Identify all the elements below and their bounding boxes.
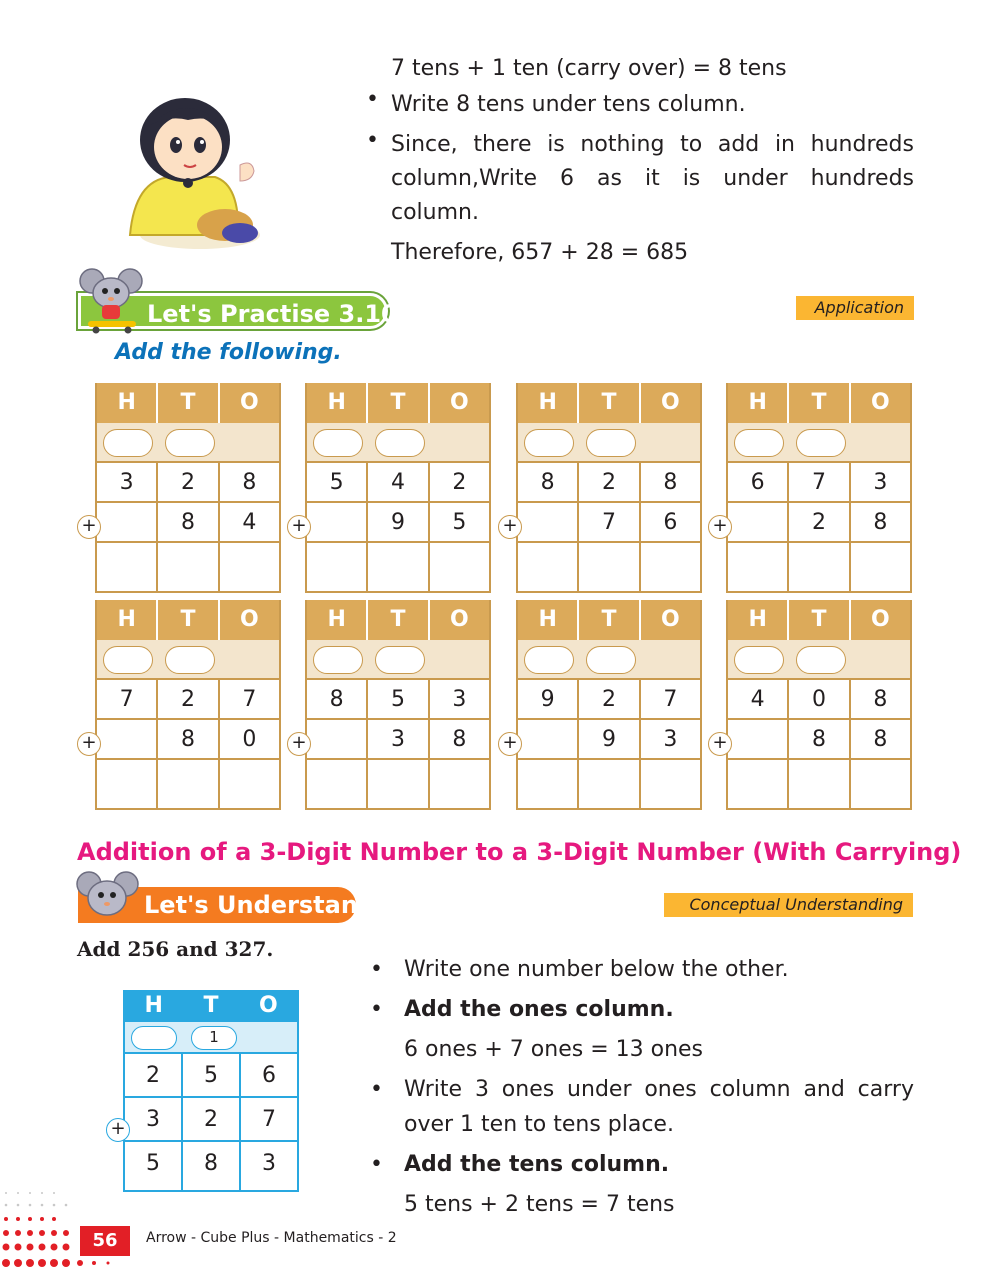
footer-title: Arrow - Cube Plus - Mathematics - 2: [146, 1230, 397, 1246]
bullet-dot: •: [370, 957, 383, 982]
answer-cell[interactable]: [518, 543, 579, 591]
carry-oval-tens[interactable]: [165, 646, 215, 674]
cell: 0: [242, 727, 257, 752]
cell: 5: [307, 463, 368, 501]
cell: 4: [728, 680, 789, 718]
cell: [728, 503, 789, 541]
step-add-ones: Add the ones column.: [404, 997, 674, 1022]
hto-grid: [95, 600, 281, 810]
cell: 8: [873, 727, 888, 752]
section-heading: Addition of a 3-Digit Number to a 3-Digit Number (With Carrying): [77, 838, 962, 866]
cell: 3: [663, 727, 678, 752]
carry-oval-hundreds[interactable]: [524, 646, 574, 674]
bullet-hundreds-line2: column,Write 6 as it is under hundreds: [391, 166, 914, 191]
page-number: 56: [80, 1226, 130, 1256]
cell: 8: [663, 470, 678, 495]
add-question: Add 256 and 327.: [77, 937, 274, 961]
plus-sign-icon: +: [287, 732, 311, 756]
header-o: O: [870, 607, 890, 632]
cell: 9: [368, 503, 429, 541]
bullet-dot: •: [366, 87, 379, 112]
cell: 4: [242, 510, 257, 535]
cell: 8: [242, 470, 257, 495]
carry-oval-tens[interactable]: [375, 429, 425, 457]
hto-grid: [516, 383, 702, 593]
header-o: O: [258, 993, 278, 1018]
carry-oval-tens[interactable]: [796, 429, 846, 457]
cell: [518, 503, 579, 541]
carry-oval-tens[interactable]: [586, 646, 636, 674]
cell: 7: [789, 463, 850, 501]
carry-oval-tens[interactable]: [586, 429, 636, 457]
answer-cell[interactable]: [728, 760, 789, 808]
plus-sign-icon: +: [498, 732, 522, 756]
cell: 7: [242, 687, 257, 712]
cell: 3: [125, 1098, 183, 1140]
cell: 5: [183, 1054, 241, 1096]
answer-cell[interactable]: [220, 760, 279, 808]
answer-cell[interactable]: [579, 543, 640, 591]
answer-cell[interactable]: [158, 760, 219, 808]
carry-oval-hundreds[interactable]: [734, 429, 784, 457]
cell: [307, 503, 368, 541]
header-o: O: [239, 607, 259, 632]
step-write-below: Write one number below the other.: [404, 957, 789, 982]
cell: 7: [97, 680, 158, 718]
cell: 5: [452, 510, 467, 535]
plus-sign-icon: +: [106, 1118, 130, 1142]
carry-oval-hundreds[interactable]: [734, 646, 784, 674]
header-o: O: [449, 390, 469, 415]
header-o: O: [660, 390, 680, 415]
carry-oval-hundreds[interactable]: [524, 429, 574, 457]
cell: [518, 720, 579, 758]
cell: 8: [789, 720, 850, 758]
answer-cell[interactable]: [430, 543, 489, 591]
cell: 8: [158, 720, 219, 758]
cell: 8: [158, 503, 219, 541]
cell: 2: [158, 463, 219, 501]
plus-sign-icon: +: [287, 515, 311, 539]
cell: 8: [873, 510, 888, 535]
therefore-result: Therefore, 657 + 28 = 685: [391, 240, 689, 265]
answer-cell[interactable]: [430, 760, 489, 808]
header-h: H: [144, 993, 163, 1018]
carry-oval-tens[interactable]: [796, 646, 846, 674]
cell: 8: [518, 463, 579, 501]
header-h: H: [97, 600, 158, 640]
carry-oval-hundreds[interactable]: [313, 429, 363, 457]
plus-sign-icon: +: [708, 515, 732, 539]
hto-grid: [726, 600, 912, 810]
answer-cell[interactable]: [518, 760, 579, 808]
cell: 5: [368, 680, 429, 718]
girl-illustration: [100, 85, 270, 255]
plus-sign-icon: +: [498, 515, 522, 539]
carry-oval-hundreds[interactable]: [103, 429, 153, 457]
cell: 8: [307, 680, 368, 718]
header-t: T: [368, 600, 429, 640]
answer-cell[interactable]: [851, 760, 910, 808]
mouse-mascot-icon: [76, 866, 140, 926]
cell: 7: [262, 1107, 276, 1132]
cell: 2: [125, 1054, 183, 1096]
cell: 3: [368, 720, 429, 758]
answer-cell[interactable]: [789, 543, 850, 591]
carry-oval-tens[interactable]: [375, 646, 425, 674]
header-t: T: [579, 383, 640, 423]
header-t: T: [368, 383, 429, 423]
cell: 9: [518, 680, 579, 718]
hto-grid: [305, 383, 491, 593]
cell: 3: [262, 1151, 276, 1176]
header-h: H: [307, 383, 368, 423]
ones-sum: 6 ones + 7 ones = 13 ones: [404, 1037, 704, 1062]
header-h: H: [728, 383, 789, 423]
bullet-dot: •: [370, 1077, 383, 1102]
header-t: T: [158, 383, 219, 423]
header-o: O: [449, 607, 469, 632]
header-h: H: [97, 383, 158, 423]
carry-oval-tens: 1: [191, 1026, 237, 1050]
answer-cell[interactable]: [307, 760, 368, 808]
header-t: T: [789, 600, 850, 640]
header-t: T: [579, 600, 640, 640]
answer-cell[interactable]: [789, 760, 850, 808]
cell: [307, 720, 368, 758]
cell: 4: [368, 463, 429, 501]
plus-sign-icon: +: [708, 732, 732, 756]
answer-cell[interactable]: [97, 543, 158, 591]
cell: 8: [452, 727, 467, 752]
answer-cell[interactable]: [97, 760, 158, 808]
bullet-dot: •: [370, 997, 383, 1022]
answer-cell[interactable]: [641, 543, 700, 591]
cell: 2: [452, 470, 467, 495]
cell: 3: [873, 470, 888, 495]
bullet-dot: •: [366, 128, 379, 153]
carry-oval-tens[interactable]: [165, 429, 215, 457]
answer-cell[interactable]: [728, 543, 789, 591]
add-instruction: Add the following.: [115, 340, 342, 365]
plus-sign-icon: +: [77, 732, 101, 756]
mouse-skateboard-icon: [78, 265, 148, 335]
carry-oval-hundreds: [131, 1026, 177, 1050]
bullet-write-tens: Write 8 tens under tens column.: [391, 92, 746, 117]
plus-sign-icon: +: [77, 515, 101, 539]
cell: [97, 503, 158, 541]
header-t: T: [158, 600, 219, 640]
step-carry-line1: Write 3 ones under ones column and carry: [404, 1077, 914, 1102]
lets-understand-banner: Let's Understand: [78, 887, 356, 923]
cell: 2: [158, 680, 219, 718]
cell: 7: [579, 503, 640, 541]
cell: 8: [873, 687, 888, 712]
header-h: H: [307, 600, 368, 640]
answer-cell[interactable]: [307, 543, 368, 591]
hto-grid: [305, 600, 491, 810]
header-t: T: [789, 383, 850, 423]
cell: 6: [728, 463, 789, 501]
cell: 2: [183, 1098, 241, 1140]
answer-cell[interactable]: [368, 760, 429, 808]
answer-cell[interactable]: [641, 760, 700, 808]
cell: 6: [262, 1063, 276, 1088]
answer-cell[interactable]: [220, 543, 279, 591]
answer-cell[interactable]: [851, 543, 910, 591]
hto-grid: [516, 600, 702, 810]
bullet-hundreds-line1: Since, there is nothing to add in hundreds: [391, 132, 914, 157]
header-o: O: [239, 390, 259, 415]
cell: 5: [125, 1142, 183, 1190]
hto-grid: [726, 383, 912, 593]
carry-over-line: 7 tens + 1 ten (carry over) = 8 tens: [391, 56, 787, 81]
header-h: H: [728, 600, 789, 640]
application-tag: Application: [796, 296, 914, 320]
cell: 2: [579, 463, 640, 501]
carry-oval-hundreds[interactable]: [103, 646, 153, 674]
carry-oval-hundreds[interactable]: [313, 646, 363, 674]
cell: [728, 720, 789, 758]
tens-sum: 5 tens + 2 tens = 7 tens: [404, 1192, 675, 1217]
bullet-hundreds-line3: column.: [391, 200, 479, 225]
answer-cell[interactable]: [579, 760, 640, 808]
conceptual-understanding-tag: Conceptual Understanding: [664, 893, 913, 917]
cell: 3: [97, 463, 158, 501]
cell: 6: [663, 510, 678, 535]
cell: 3: [452, 687, 467, 712]
step-carry-line2: over 1 ten to tens place.: [404, 1112, 674, 1137]
answer-cell[interactable]: [368, 543, 429, 591]
header-o: O: [660, 607, 680, 632]
cell: 8: [183, 1142, 241, 1190]
header-h: H: [518, 383, 579, 423]
lets-practise-banner: Let's Practise 3.10: [78, 293, 388, 329]
cell: [97, 720, 158, 758]
hto-grid: [95, 383, 281, 593]
bullet-dot: •: [370, 1152, 383, 1177]
header-h: H: [518, 600, 579, 640]
cell: 7: [663, 687, 678, 712]
cell: 2: [579, 680, 640, 718]
answer-cell[interactable]: [158, 543, 219, 591]
step-add-tens: Add the tens column.: [404, 1152, 670, 1177]
cell: 0: [789, 680, 850, 718]
header-o: O: [870, 390, 890, 415]
example-hto-grid: [123, 990, 299, 1192]
cell: 2: [789, 503, 850, 541]
header-t: T: [203, 993, 219, 1018]
cell: 9: [579, 720, 640, 758]
